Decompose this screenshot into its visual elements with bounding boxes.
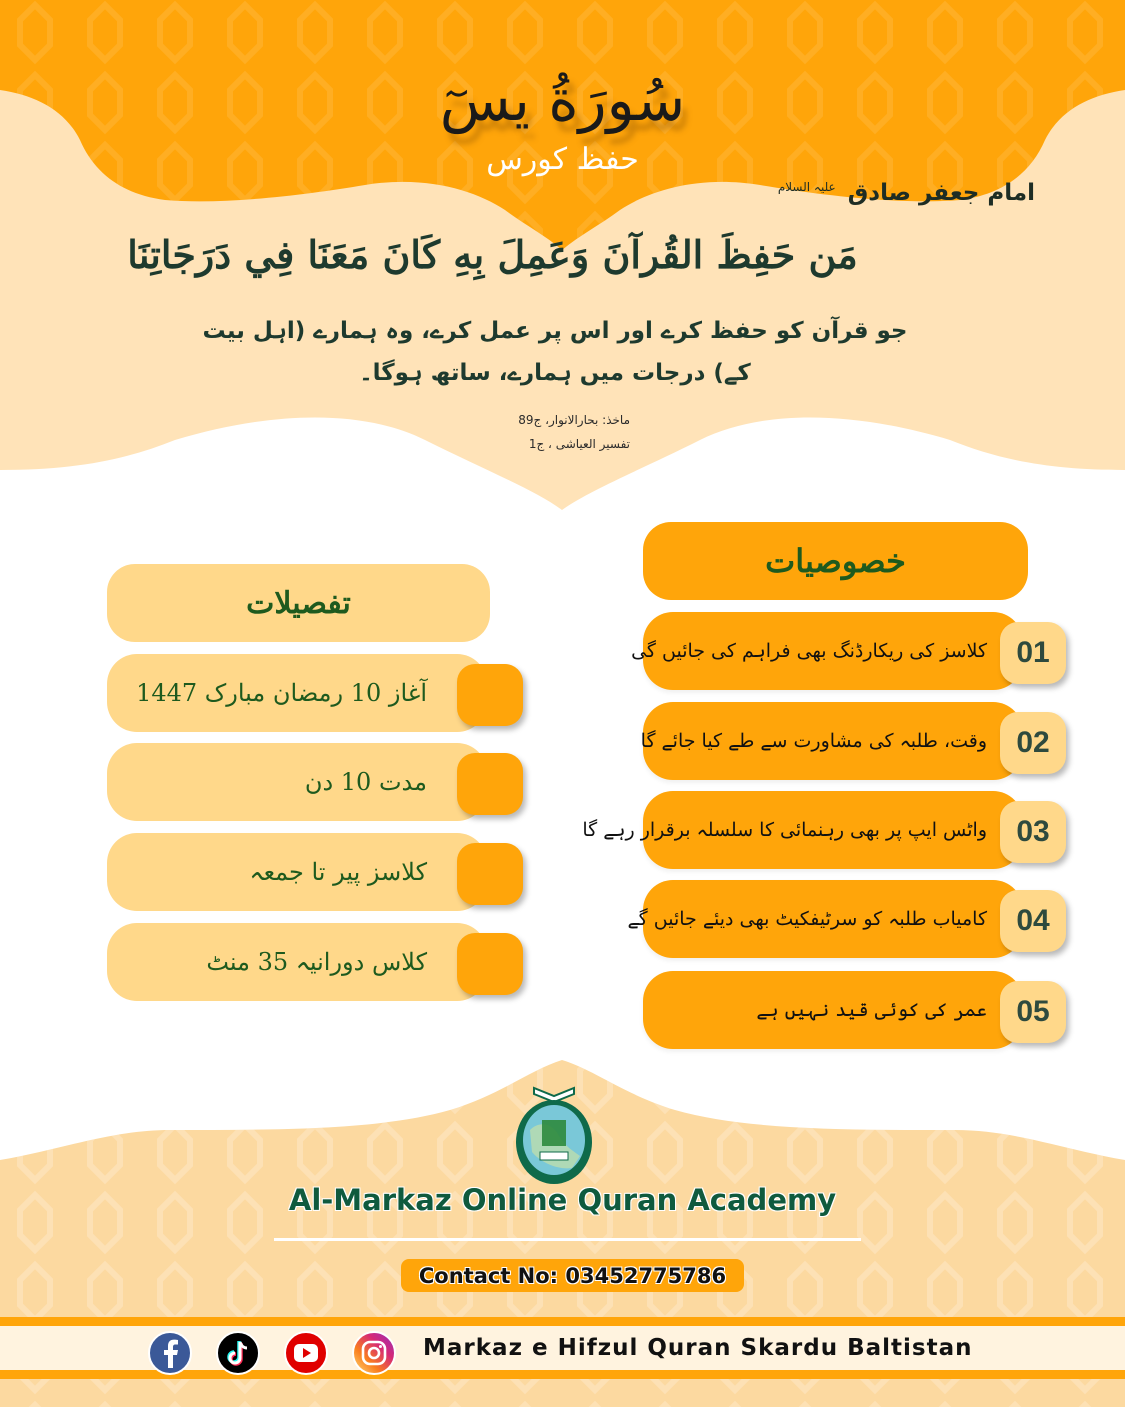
course-subtitle: حفظ کورس [486,142,639,177]
feature-number-badge: 02 [1000,712,1066,774]
feature-item [643,971,1050,1049]
details-header: تفصیلات [107,564,490,642]
social-media-band [0,1317,1125,1379]
detail-text: مدت 10 دن [304,768,427,796]
feature-number-badge: 03 [1000,801,1066,863]
feature-text: واٹس ایپ پر بھی رہنمائی کا سلسلہ برقرار رہے گا [582,819,987,841]
surah-title: سُورَةُ یسٓ [439,66,686,134]
features-header: خصوصیات [643,522,1028,600]
detail-marker [457,753,523,815]
hadith-source [420,408,630,456]
detail-marker [457,843,523,905]
hadith-arabic-text: مَن حَفِظَ القُرآنَ وَعَمِلَ بِهِ كَانَ مَعَنَا فِي دَرَجَاتِنَا [127,232,858,277]
detail-item [107,743,487,821]
tiktok-icon[interactable] [216,1331,260,1375]
feature-text: وقت، طلبہ کی مشاورت سے طے کیا جائے گا [640,730,987,752]
detail-text: آغاز 10 رمضان مبارک 1447 [136,679,427,707]
contact-number: Contact No: 03452775786 [401,1259,744,1292]
hadith-urdu-translation: جو قرآن کو حفظ کرے اور اس پر عمل کرے، وہ ہمارے (اہل بیت کے) درجات میں ہمارے، ساتھ ہوگا۔ [202,318,908,386]
feature-number-badge: 05 [1000,981,1066,1043]
detail-marker [457,933,523,995]
hadith-narrator [778,180,1035,206]
feature-text: عمر کی کوئی قید نہیں ہے [756,999,987,1021]
source-line-2: تفسیر العیاشی ، ج1 [528,437,630,451]
facebook-icon[interactable] [148,1331,192,1375]
narrator-name: امام جعفر صادق [847,180,1035,206]
detail-marker [457,664,523,726]
feature-number-badge: 04 [1000,890,1066,952]
instagram-icon[interactable] [352,1331,396,1375]
social-handle-label: Markaz e Hifzul Quran Skardu Baltistan [423,1335,973,1361]
source-line-1: ماخذ: بحارالانوار، ج89 [518,413,630,427]
narrator-honorific: علیہ السلام [777,180,836,194]
feature-text: کلاسز کی ریکارڈنگ بھی فراہم کی جائیں گی [631,640,987,662]
feature-item [640,702,1050,780]
feature-item [631,612,1050,690]
academy-logo [512,1080,596,1184]
feature-item [582,791,1050,869]
detail-item [107,923,487,1001]
detail-item [107,833,487,911]
feature-number-badge: 01 [1000,622,1066,684]
detail-text: کلاس دورانیہ 35 منٹ [206,948,427,976]
feature-item [627,880,1050,958]
feature-text: کامیاب طلبہ کو سرٹیفکیٹ بھی دیئے جائیں گے [627,908,987,930]
academy-name: Al-Markaz Online Quran Academy [288,1183,837,1217]
detail-text: کلاسز پیر تا جمعہ [249,858,427,886]
youtube-icon[interactable] [284,1331,328,1375]
footer-divider [274,1238,861,1241]
title-block [0,60,1125,180]
detail-item [107,654,487,732]
